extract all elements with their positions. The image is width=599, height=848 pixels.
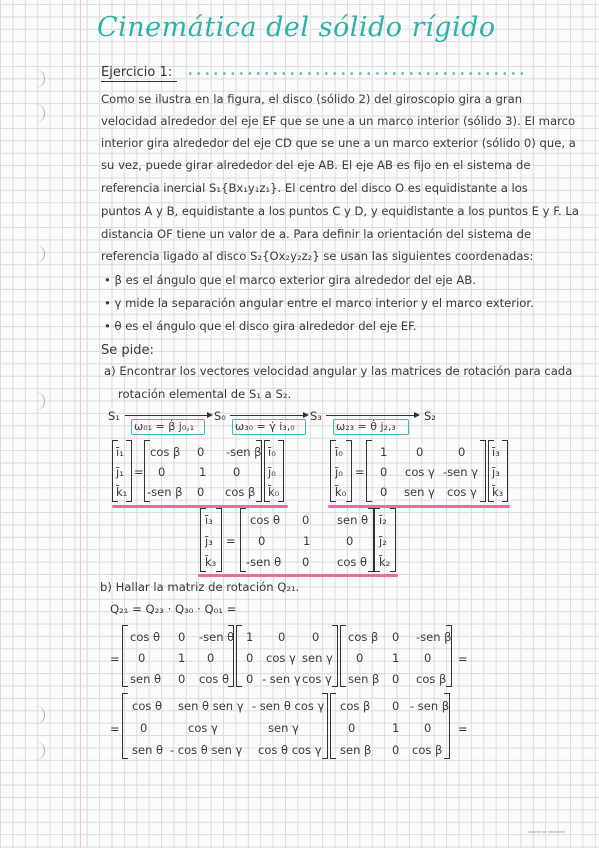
matrix-cell: cos β: [340, 699, 371, 713]
bullet-item: • β es el ángulo que el marco exterior gira alrededor del eje AB.: [104, 273, 476, 287]
vector-component: k̄₁: [116, 485, 128, 499]
matrix-cell: -sen β: [416, 630, 452, 644]
matrix-cell: cos θ: [250, 513, 281, 527]
matrix-cell: 0: [197, 485, 205, 499]
matrix-cell: cos β: [412, 743, 443, 757]
matrix-cell: 0: [158, 465, 166, 479]
matrix-cell: 0: [140, 721, 148, 735]
vector-component: k̄₃: [492, 485, 504, 499]
matrix-cell: 0: [178, 672, 186, 686]
matrix-cell: 1: [303, 534, 311, 548]
matrix-cell: sen γ: [404, 485, 435, 499]
frame-label: S₂: [424, 409, 436, 423]
equals-sign: =: [110, 722, 120, 736]
statement-line: Como se ilustra en la figura, el disco (sólido 2) del giroscopio gira a gran: [101, 92, 523, 106]
matrix-cell: cos γ: [405, 465, 435, 479]
matrix-cell: cos β: [416, 672, 447, 686]
binder-ring-mark: [36, 70, 45, 88]
equals-sign: =: [226, 534, 236, 548]
matrix-cell: -sen θ: [199, 630, 235, 644]
margin-line: [80, 0, 81, 848]
matrix-cell: -sen θ: [246, 555, 282, 569]
vector-component: k̄₃: [205, 555, 217, 569]
matrix-cell: sen θ sen γ: [178, 699, 244, 713]
matrix-cell: - sen γ: [262, 672, 301, 686]
matrix-cell: cos θ: [132, 699, 163, 713]
matrix-cell: 0: [302, 513, 310, 527]
matrix-cell: cos γ: [302, 672, 332, 686]
chain-arrowhead: [414, 412, 420, 418]
matrix-cell: 0: [302, 555, 310, 569]
binder-ring-mark: [36, 245, 45, 263]
vector-component: j̄₃: [205, 534, 213, 548]
vector-component: j̄₂: [379, 534, 387, 548]
matrix-cell: 0: [380, 485, 388, 499]
rotation-label: ω₃₀ = γ̇ i₃,₀: [235, 420, 295, 433]
equals-sign: =: [134, 465, 144, 479]
matrix-cell: sen γ: [268, 721, 299, 735]
statement-line: distancia OF tiene un valor de a. Para definir la orientación del sistema de: [101, 227, 532, 241]
matrix-cell: - sen θ cos γ: [252, 699, 325, 713]
binder-ring-mark: [36, 706, 45, 724]
chain-arrowhead: [207, 412, 213, 418]
page-title: Cinemática del sólido rígido: [97, 12, 496, 43]
chain-arrow: [326, 415, 416, 416]
q-equation: Q₂₁ = Q₂₃ · Q₃₀ · Q₀₁ =: [110, 602, 237, 616]
vector-component: ī₃: [492, 445, 500, 459]
matrix-cell: 1: [199, 465, 207, 479]
matrix-cell: 1: [178, 651, 186, 665]
exercise-underline: [101, 81, 177, 82]
footer-watermark: ▭▭▭ ▭ ▭▭▭▭: [528, 830, 565, 835]
matrix-cell: 0: [233, 465, 241, 479]
statement-line: referencia inercial S₁{Bx₁y₁z₁}. El centro del disco O es equidistante a los: [101, 181, 528, 195]
matrix-cell: 0: [424, 651, 432, 665]
vector-component: ī₃: [205, 513, 213, 527]
matrix-cell: sen θ: [132, 743, 164, 757]
matrix-cell: - sen β: [410, 699, 450, 713]
frame-label: S₀: [214, 409, 226, 423]
vector-component: j̄₀: [268, 465, 276, 479]
dotted-divider: [186, 72, 526, 75]
matrix-cell: 0: [246, 672, 254, 686]
matrix-cell: 0: [416, 445, 424, 459]
matrix-cell: 1: [246, 630, 254, 644]
se-pide-label: Se pide:: [101, 343, 154, 358]
matrix-cell: 0: [178, 630, 186, 644]
highlight-underline: [198, 574, 398, 577]
vector-component: j̄₀: [335, 465, 343, 479]
rotation-label: ω₀₁ = β̇ j₀,₁: [134, 420, 195, 433]
matrix-cell: cos β: [150, 445, 181, 459]
chain-arrow: [125, 415, 209, 416]
matrix-cell: -sen β: [226, 445, 262, 459]
matrix-cell: cos θ: [130, 630, 161, 644]
matrix-cell: 0: [312, 630, 320, 644]
statement-line: interior gira alrededor del eje CD que se une a un marco exterior (sólido 0) que, a: [101, 136, 576, 150]
statement-line: velocidad alrededor del eje EF que se une a un marco interior (sólido 3). El marco: [101, 114, 576, 128]
equals-sign: =: [110, 652, 120, 666]
vector-component: ī₂: [379, 513, 387, 527]
part-a-line: a) Encontrar los vectores velocidad angular y las matrices de rotación para cada: [104, 364, 573, 378]
vector-component: ī₀: [268, 445, 276, 459]
chain-arrow: [230, 415, 305, 416]
matrix-cell: 0: [348, 721, 356, 735]
matrix-cell: cos θ: [199, 672, 230, 686]
vector-component: k̄₂: [379, 555, 391, 569]
matrix-cell: 1: [380, 445, 388, 459]
matrix-cell: cos γ: [447, 485, 477, 499]
matrix-cell: cos θ cos γ: [258, 743, 322, 757]
matrix-cell: 0: [458, 445, 466, 459]
matrix-cell: 0: [356, 651, 364, 665]
matrix-cell: sen θ: [130, 672, 162, 686]
equals-sign: =: [458, 722, 468, 736]
matrix-cell: cos β: [348, 630, 379, 644]
matrix-cell: 1: [392, 721, 400, 735]
matrix-cell: cos β: [225, 485, 256, 499]
highlight-underline: [328, 505, 510, 508]
binder-ring-mark: [36, 392, 45, 410]
vector-component: k̄₀: [335, 485, 347, 499]
matrix-cell: 0: [207, 651, 215, 665]
bullet-item: • θ es el ángulo que el disco gira alrededor del eje EF.: [104, 319, 417, 333]
matrix-cell: -sen γ: [443, 465, 478, 479]
part-a-line: rotación elemental de S₁ a S₂.: [118, 387, 292, 401]
matrix-cell: 0: [246, 651, 254, 665]
vector-component: ī₁: [116, 445, 124, 459]
vector-component: j̄₁: [116, 465, 124, 479]
chain-arrowhead: [303, 412, 309, 418]
part-b-line: b) Hallar la matriz de rotación Q₂₁.: [100, 580, 300, 594]
matrix-cell: cos θ: [337, 555, 368, 569]
vector-component: j̄₃: [492, 465, 500, 479]
matrix-cell: 0: [138, 651, 146, 665]
matrix-cell: sen β: [348, 672, 380, 686]
matrix-cell: sen γ: [302, 651, 333, 665]
equals-sign: =: [458, 652, 468, 666]
equals-sign: =: [355, 465, 365, 479]
statement-line: referencia ligado al disco S₂{Ox₂y₂z₂} se usan las siguientes coordenadas:: [101, 249, 534, 263]
binder-ring-mark: [36, 742, 45, 760]
matrix-cell: 0: [197, 445, 205, 459]
frame-label: S₁: [108, 409, 120, 423]
statement-line: su vez, puede girar alrededor del eje AB. El eje AB es fijo en el sistema de: [101, 158, 531, 172]
binder-ring-mark: [36, 104, 45, 122]
matrix-cell: 0: [392, 672, 400, 686]
vector-component: k̄₀: [268, 485, 280, 499]
matrix-cell: 1: [392, 651, 400, 665]
matrix-cell: cos γ: [188, 721, 218, 735]
matrix-cell: sen θ: [337, 513, 369, 527]
bullet-item: • γ mide la separación angular entre el marco interior y el marco exterior.: [104, 296, 534, 310]
matrix-cell: -sen β: [147, 485, 183, 499]
matrix-cell: - cos θ sen γ: [170, 743, 243, 757]
matrix-cell: 0: [278, 630, 286, 644]
matrix-cell: cos γ: [266, 651, 296, 665]
matrix-cell: 0: [346, 534, 354, 548]
vector-component: ī₀: [335, 445, 343, 459]
matrix-cell: 0: [380, 465, 388, 479]
matrix-cell: 0: [392, 630, 400, 644]
exercise-label: Ejercicio 1:: [101, 65, 173, 80]
matrix-cell: 0: [392, 699, 400, 713]
matrix-cell: 0: [424, 721, 432, 735]
matrix-cell: 0: [392, 743, 400, 757]
frame-label: S₃: [310, 409, 322, 423]
rotation-label: ω₂₃ = θ̇ j₂,₃: [336, 420, 396, 433]
matrix-cell: sen β: [340, 743, 372, 757]
matrix-cell: 0: [258, 534, 266, 548]
statement-line: puntos A y B, equidistante a los puntos C y D, y equidistante a los puntos E y F. La: [101, 204, 579, 218]
